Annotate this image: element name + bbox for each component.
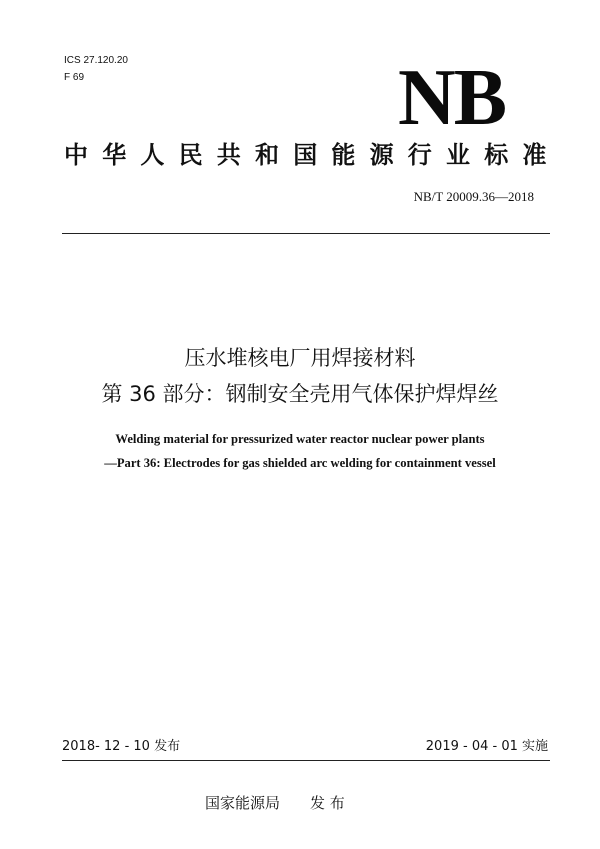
- ics-code: ICS 27.120.20: [64, 55, 128, 66]
- industry-standard-heading: 中华人民共和国能源行业标准: [64, 141, 561, 169]
- bottom-divider: [62, 760, 550, 761]
- issue-date: 2018- 12 - 10 发布: [62, 739, 181, 754]
- english-title-line-2: —Part 36: Electrodes for gas shielded arc welding for containment vessel: [104, 456, 496, 470]
- standard-number: NB/T 20009.36—2018: [413, 189, 534, 204]
- chinese-title-line-1: 压水堆核电厂用焊接材料: [184, 346, 416, 370]
- chinese-title-line-2: 第 36 部分：钢制安全壳用气体保护焊焊丝: [101, 382, 499, 406]
- issuing-authority: 国家能源局 发 布: [205, 794, 345, 812]
- implementation-date: 2019 - 04 - 01 实施: [425, 739, 548, 754]
- ccs-code: F 69: [64, 72, 85, 83]
- nb-standard-logo: NB: [398, 54, 506, 142]
- english-title-line-1: Welding material for pressurized water reactor nuclear power plants: [115, 432, 485, 446]
- top-divider: [62, 233, 550, 234]
